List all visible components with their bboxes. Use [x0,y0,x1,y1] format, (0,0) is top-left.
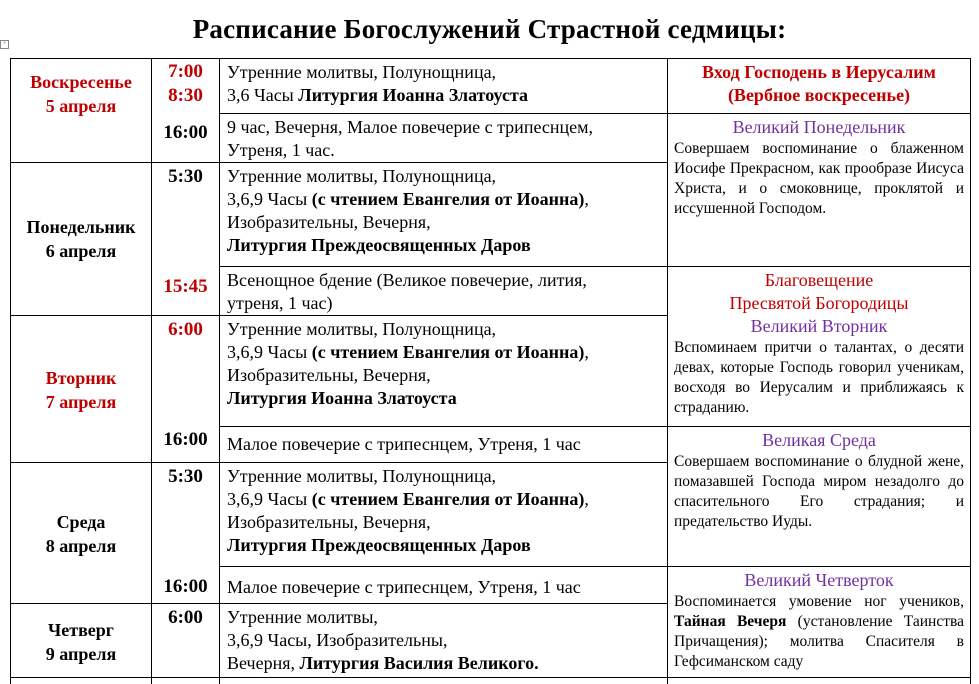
liturgy-name: Литургия Преждеосвященных Даров [227,535,531,555]
day-tuesday [11,366,151,414]
service-text: 3,6,9 Часы [227,489,312,509]
service-line: 3,6,9 Часы, Изобразительны, [227,630,448,650]
feast-text: Воспоминается умовение ног учеников, [674,593,964,610]
feast-title: Вход Господень в Иерусалим [702,62,936,82]
service-line: Изобразительны, Вечерня, [227,365,431,385]
day-date: 6 апреля [45,241,117,261]
service-sun-morning [220,61,667,107]
feast-great-wednesday [668,429,970,532]
gospel-reading: (с чтением Евангелия от Иоанна) [311,489,585,509]
time-sun-a: 7:00 [168,61,203,82]
service-line: Малое повечерие с трипеснцем, Утреня, 1 час [227,577,581,597]
service-tue-evening [220,433,667,456]
service-text: , [584,489,589,509]
service-line: Утренние молитвы, Полунощница, [227,166,497,186]
day-name: Вторник [45,368,117,388]
service-text: , [584,342,589,362]
day-date: 9 апреля [45,644,117,664]
day-wednesday [11,510,151,558]
service-line: утреня, 1 час) [227,293,333,313]
service-mon-morning [220,165,667,257]
time-wed-a: 5:30 [168,466,203,487]
feast-description: Вспоминаем притчи о талантах, о десяти девах, которые Господь говорил ученикам, восходя во Иерусалим и приближаясь к страданию. [674,339,964,416]
time-wed-b: 16:00 [163,576,208,597]
feast-subtitle: (Вербное воскресенье) [727,85,911,105]
service-sun-evening [220,116,667,162]
service-tue-morning [220,318,667,410]
service-line [227,488,667,511]
liturgy-name: Литургия Иоанна Златоуста [227,388,457,408]
service-text: , [584,189,589,209]
service-text: 3,6,9 Часы [227,342,312,362]
feast-heading: Великая Среда [762,430,876,450]
service-line [227,341,667,364]
feast-description: Совершаем воспоминание о блаженном Иосифе Прекрасном, как прообразе Иисуса Христа, и о смоковнице, проклятой и иссушенной Господом. [674,140,964,217]
gospel-reading: (с чтением Евангелия от Иоанна) [311,189,585,209]
service-wed-evening [220,576,667,599]
liturgy-name: Литургия Преждеосвященных Даров [227,235,531,255]
service-line: Изобразительны, Вечерня, [227,212,431,232]
day-sunday [11,70,151,118]
feast-great-thursday [668,569,970,672]
service-line: Малое повечерие с трипеснцем, Утреня, 1 час [227,434,581,454]
service-line [227,652,667,675]
service-line: Утренние молитвы, [227,607,378,627]
feast-palm-sunday [668,61,970,107]
time-thu-a: 6:00 [168,607,203,628]
table-move-handle-icon[interactable]: + [0,40,9,49]
feast-heading: Великий Четверток [744,570,894,590]
feast-great-tuesday [668,269,970,418]
service-line: Утренние молитвы, Полунощница, [227,62,497,82]
day-monday [11,215,151,263]
time-sun-b: 8:30 [168,85,203,106]
service-line: Всенощное бдение (Великое повечерие, лития, [227,270,587,290]
time-mon-b: 15:45 [163,276,208,297]
time-mon-a: 5:30 [168,166,203,187]
time-tue-b: 16:00 [163,429,208,450]
service-text: 3,6,9 Часы [227,189,312,209]
day-date: 7 апреля [45,392,117,412]
service-mon-evening [220,269,667,315]
liturgy-name: Литургия Василия Великого. [299,653,539,673]
service-text: Вечерня, [227,653,300,673]
feast-description: Совершаем воспоминание о блудной жене, помазавшей Господа миром незадолго до спасительного Его страдания; и предательство Иуды. [674,453,964,530]
time-sun-c: 16:00 [163,122,208,143]
service-line: 9 час, Вечерня, Малое повечерие с трипеснцем, [227,117,594,137]
day-date: 5 апреля [45,96,117,116]
service-text: 3,6 Часы [227,85,299,105]
feast-description [668,592,970,672]
liturgy-name: Литургия Иоанна Златоуста [298,85,529,105]
service-line [227,188,667,211]
day-name: Среда [56,512,106,532]
day-name: Воскресенье [30,72,132,92]
last-supper: Тайная Вечеря [674,613,787,630]
service-line [227,84,667,107]
service-line: Утренние молитвы, Полунощница, [227,466,497,486]
time-tue-a: 6:00 [168,319,203,340]
service-line: Утренние молитвы, Полунощница, [227,319,497,339]
service-thu-morning [220,606,667,675]
annunciation-title: Благовещение [764,270,874,290]
service-line: Изобразительны, Вечерня, [227,512,431,532]
gospel-reading: (с чтением Евангелия от Иоанна) [311,342,585,362]
day-thursday [11,618,151,666]
feast-heading: Великий Понедельник [732,117,906,137]
feast-great-monday [668,116,970,219]
day-name: Понедельник [26,217,136,237]
service-line: Утреня, 1 час. [227,140,335,160]
page-title: Расписание Богослужений Страстной седмицы: [192,14,787,44]
feast-text: (установление Таинства Причащения); молитва Спасителя в Гефсиманском саду [674,613,964,670]
feast-heading: Великий Вторник [750,316,888,336]
day-date: 8 апреля [45,536,117,556]
annunciation-subtitle: Пресвятой Богородицы [729,293,909,313]
day-name: Четверг [48,620,114,640]
service-wed-morning [220,465,667,557]
